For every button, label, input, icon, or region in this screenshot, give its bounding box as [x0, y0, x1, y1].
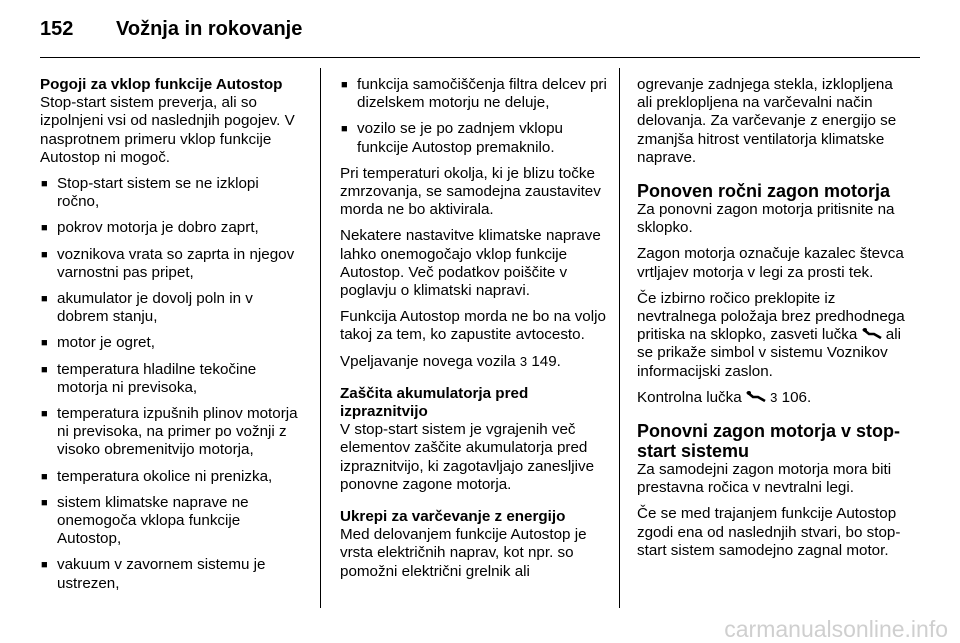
paragraph: Za ponovni zagon motorja pritisnite na sklopko.	[637, 201, 895, 237]
watermark: carmanualsonline.info	[724, 616, 948, 642]
paragraph: Stop-start sistem preverja, ali so izpolnjeni vsi od naslednjih pogojev. V nasprotnem primeru vklop funkcije Autostop ni mogoč.	[40, 94, 295, 166]
list-item: ■ vozilo se je po zadnjem vklopu funkcije Autostop premaknilo.	[340, 120, 612, 156]
paragraph: Med delovanjem funkcije Autostop je vrsta električnih naprav, kot npr. so pomožni električni grelnik ali	[340, 526, 587, 580]
column-2	[340, 76, 612, 589]
column-divider	[619, 68, 620, 608]
list-item: ■ vakuum v zavornem sistemu je ustrezen,	[40, 556, 302, 592]
page-title: Vožnja in rokovanje	[116, 18, 303, 40]
page-reference[interactable]: 106.	[781, 388, 812, 406]
list-item: ■ temperatura hladilne tekočine motorja ni previsoka,	[40, 361, 302, 397]
list-item: ■ funkcija samočiščenja filtra delcev pri dizelskem motorju ne deluje,	[340, 76, 612, 112]
paragraph: Zagon motorja označuje kazalec števca vrtljajev motorja v legi za prosti tek.	[637, 245, 904, 281]
paragraph: Funkcija Autostop morda ne bo na voljo takoj za tem, ko zapustite avtocesto.	[340, 308, 606, 344]
paragraph	[340, 353, 612, 371]
paragraph: Pri temperaturi okolja, ki je blizu točke zmrzovanja, se samodejna zaustavitev morda ne bo aktivirala.	[340, 164, 601, 219]
section-heading: Ponovni zagon motorja v stop-start sistemu	[637, 421, 901, 462]
list-item: ■ sistem klimatske naprave ne onemogoča vklopa funkcije Autostop,	[40, 494, 302, 549]
page-reference[interactable]: 149.	[531, 352, 561, 370]
list-item: ■ temperatura izpušnih plinov motorja ni previsoka, na primer po vožnji z visoko obremenitvijo motorja,	[40, 405, 302, 460]
section-heading: Ponoven ročni zagon motorja	[637, 181, 891, 202]
paragraph: Če se med trajanjem funkcije Autostop zgodi ena od naslednjih stvari, bo stop-start sistem samodejno zagnal motor.	[637, 505, 901, 559]
section	[340, 385, 612, 494]
list-item: ■ temperatura okolice ni prenizka,	[40, 468, 302, 486]
paragraph: V stop-start sistem je vgrajenih več elementov zaščite akumulatorja pred izpraznitvijo, ki zagotavljajo zanesljive ponovne zagone motorja.	[340, 421, 595, 493]
header-rule	[40, 57, 920, 58]
list-item: ■ motor je ogret,	[40, 334, 302, 352]
paragraph: ogrevanje zadnjega stekla, izklopljena ali preklopljena na varčevalni način delovanja. Za varčevanje z energijo se zmanjša hitrost ventilatorja klimatske naprave.	[637, 76, 897, 166]
paragraph-text: Če izbirno ročico preklopite iz nevtralnega položaja brez predhodnega pritiska na sklopko, zasveti lučka	[637, 289, 905, 344]
list-item: ■ pokrov motorja je dobro zaprt,	[40, 219, 302, 237]
link-text[interactable]: Vpeljavanje novega vozila	[340, 352, 516, 370]
paragraph	[637, 389, 909, 407]
paragraph	[637, 290, 909, 381]
section-heading: Ukrepi za varčevanje z energijo	[340, 508, 566, 526]
clutch-pedal-icon	[746, 390, 766, 402]
list-item: ■ Stop-start sistem se ne izklopi ročno,	[40, 175, 302, 211]
bullet-list	[340, 76, 612, 157]
paragraph-text: Kontrolna lučka	[637, 388, 742, 406]
column-divider	[320, 68, 321, 608]
page-number: 152	[40, 18, 74, 40]
column-1	[40, 76, 302, 601]
column-3	[637, 76, 909, 568]
page-ref-arrow-icon: 3	[519, 353, 528, 369]
page-ref-arrow-icon: 3	[770, 389, 778, 405]
list-item: ■ voznikova vrata so zaprta in njegov varnostni pas pripet,	[40, 246, 302, 282]
paragraph: Nekatere nastavitve klimatske naprave lahko onemogočajo vklop funkcije Autostop. Več podatkov poiščite v poglavju o klimatski napravi.	[340, 227, 601, 300]
section	[340, 508, 612, 581]
paragraph-text: ali se prikaže simbol v sistemu Voznikov informacijski zaslon.	[637, 326, 901, 380]
paragraph: Za samodejni zagon motorja mora biti prestavna ročica v nevtralni legi.	[637, 461, 892, 497]
section-heading: Zaščita akumulatorja pred izpraznitvijo	[340, 384, 529, 421]
page-header	[40, 18, 302, 41]
clutch-pedal-icon	[862, 327, 882, 339]
bullet-list	[40, 175, 302, 593]
section-heading: Pogoji za vklop funkcije Autostop	[40, 76, 283, 93]
list-item: ■ akumulator je dovolj poln in v dobrem stanju,	[40, 290, 302, 326]
